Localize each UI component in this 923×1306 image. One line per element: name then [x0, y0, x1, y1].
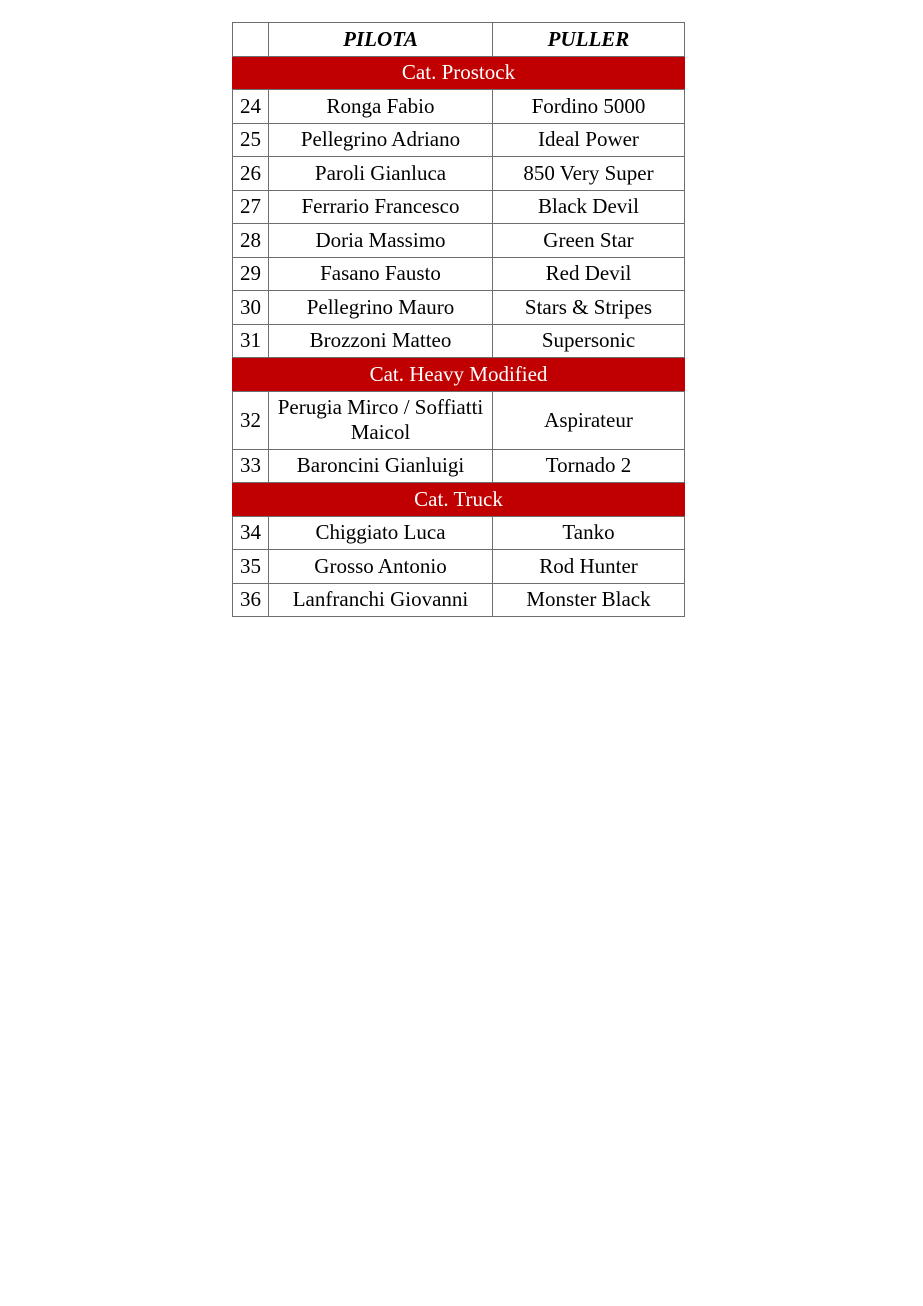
- row-number: 28: [233, 224, 269, 258]
- row-number: 26: [233, 157, 269, 191]
- table-row: [233, 583, 685, 617]
- category-label: Cat. Heavy Modified: [233, 358, 685, 392]
- row-number: 32: [233, 391, 269, 449]
- row-number: 35: [233, 550, 269, 584]
- puller-name: Stars & Stripes: [493, 291, 685, 325]
- row-number: 31: [233, 324, 269, 358]
- table-row: [233, 257, 685, 291]
- category-row-prostock: [233, 56, 685, 90]
- puller-name: Black Devil: [493, 190, 685, 224]
- row-number: 24: [233, 90, 269, 124]
- pilot-name: Grosso Antonio: [269, 550, 493, 584]
- table-row: [233, 449, 685, 483]
- pilot-name: Lanfranchi Giovanni: [269, 583, 493, 617]
- puller-name: Monster Black: [493, 583, 685, 617]
- header-row: [233, 23, 685, 57]
- puller-name: Tornado 2: [493, 449, 685, 483]
- pilot-name: Pellegrino Mauro: [269, 291, 493, 325]
- table-row: [233, 550, 685, 584]
- header-pilot: PILOTA: [269, 23, 493, 57]
- table-row: [233, 391, 685, 449]
- pilot-name: Doria Massimo: [269, 224, 493, 258]
- row-number: 25: [233, 123, 269, 157]
- puller-name: Ideal Power: [493, 123, 685, 157]
- puller-name: Red Devil: [493, 257, 685, 291]
- row-number: 30: [233, 291, 269, 325]
- pilot-name: Ronga Fabio: [269, 90, 493, 124]
- row-number: 27: [233, 190, 269, 224]
- puller-name: Aspirateur: [493, 391, 685, 449]
- pilot-name: Baroncini Gianluigi: [269, 449, 493, 483]
- category-row-truck: [233, 483, 685, 517]
- table-row: [233, 516, 685, 550]
- row-number: 33: [233, 449, 269, 483]
- header-number: [233, 23, 269, 57]
- pilot-name: Fasano Fausto: [269, 257, 493, 291]
- row-number: 34: [233, 516, 269, 550]
- puller-name: Tanko: [493, 516, 685, 550]
- table-row: [233, 123, 685, 157]
- category-label: Cat. Prostock: [233, 56, 685, 90]
- table-row: [233, 291, 685, 325]
- category-label: Cat. Truck: [233, 483, 685, 517]
- puller-name: 850 Very Super: [493, 157, 685, 191]
- table-row: [233, 224, 685, 258]
- table-row: [233, 190, 685, 224]
- row-number: 36: [233, 583, 269, 617]
- table-row: [233, 324, 685, 358]
- category-row-heavy-modified: [233, 358, 685, 392]
- roster-table: [232, 22, 685, 617]
- row-number: 29: [233, 257, 269, 291]
- pilot-name: Paroli Gianluca: [269, 157, 493, 191]
- puller-name: Supersonic: [493, 324, 685, 358]
- header-puller: PULLER: [493, 23, 685, 57]
- pilot-name: Brozzoni Matteo: [269, 324, 493, 358]
- pilot-name: Perugia Mirco / Soffiatti Maicol: [269, 391, 493, 449]
- puller-name: Fordino 5000: [493, 90, 685, 124]
- pilot-name: Chiggiato Luca: [269, 516, 493, 550]
- puller-name: Green Star: [493, 224, 685, 258]
- pilot-name: Ferrario Francesco: [269, 190, 493, 224]
- pilot-name: Pellegrino Adriano: [269, 123, 493, 157]
- table-row: [233, 157, 685, 191]
- puller-name: Rod Hunter: [493, 550, 685, 584]
- table-row: [233, 90, 685, 124]
